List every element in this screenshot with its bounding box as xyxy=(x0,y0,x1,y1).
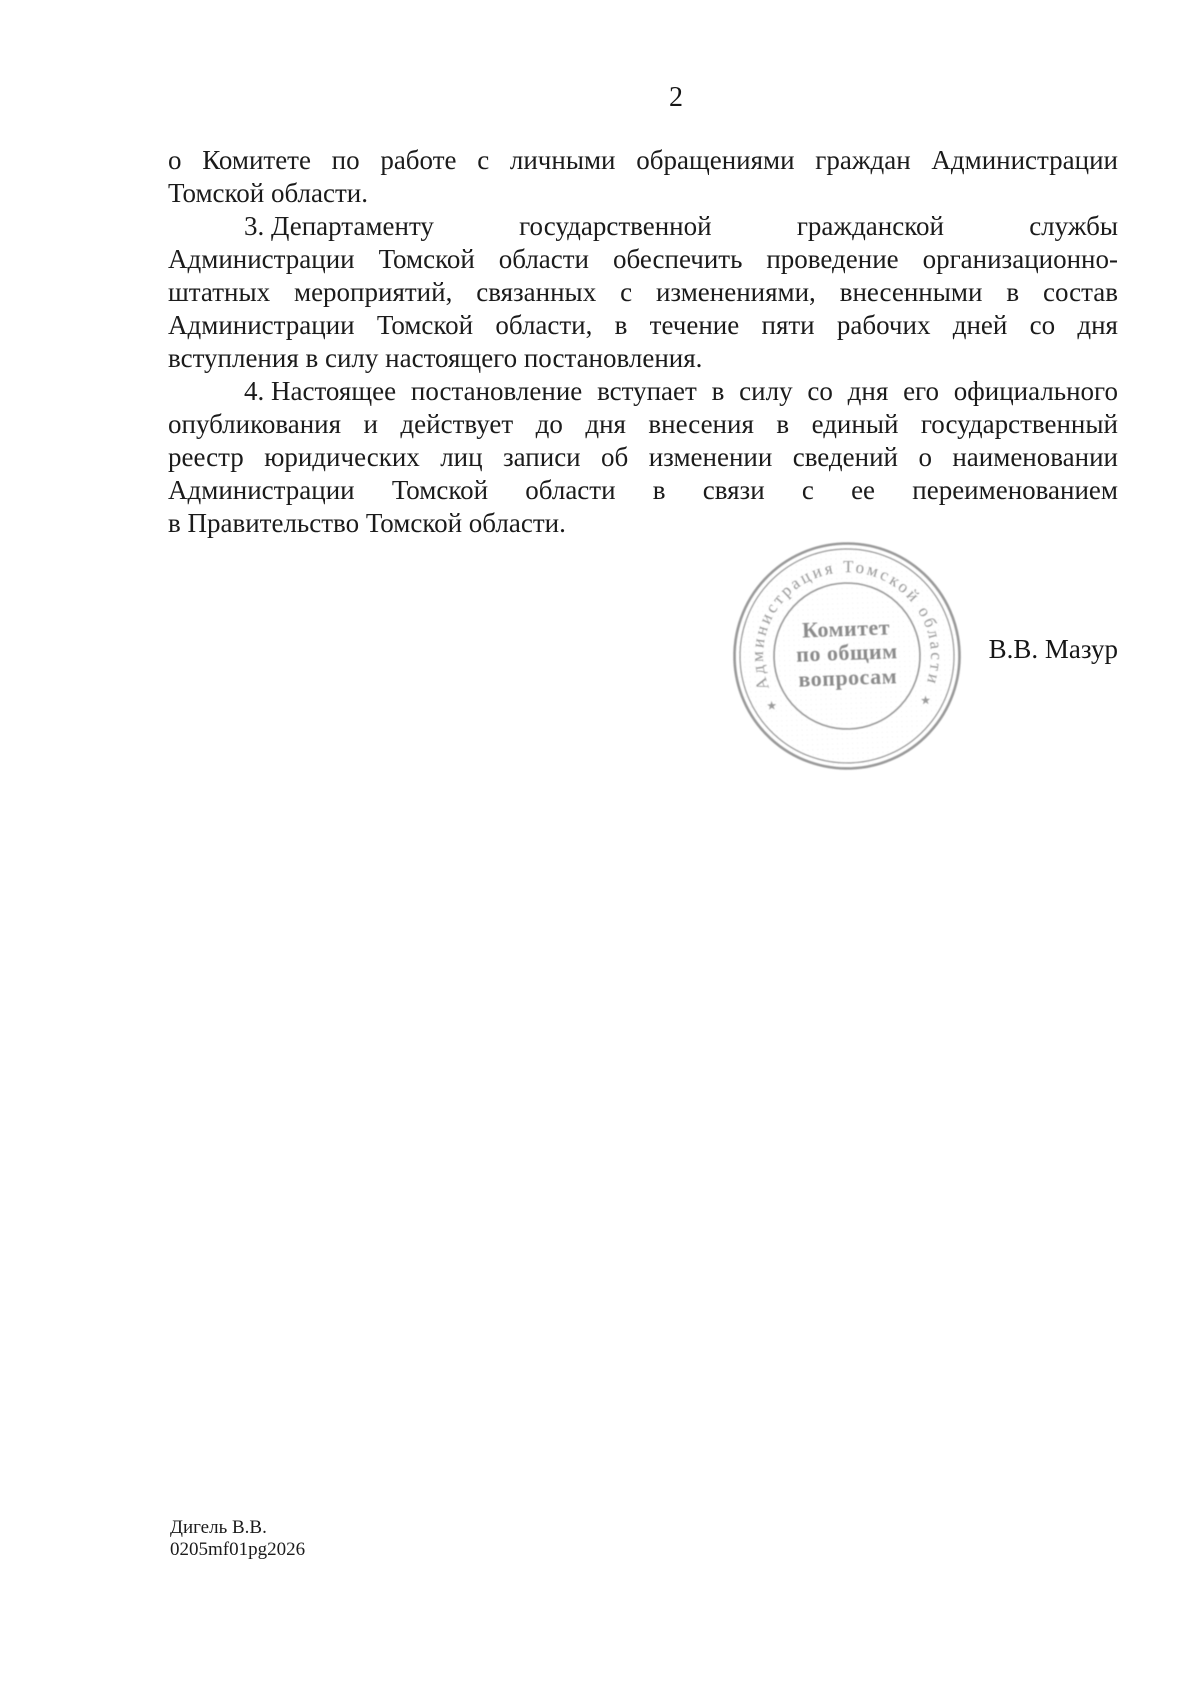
document-body xyxy=(168,144,1118,540)
text-line: реестр юридических лиц записи об изменении сведений о наименовании xyxy=(168,442,1118,472)
official-stamp xyxy=(727,536,967,776)
executor-name: Дигель В.В. xyxy=(170,1517,267,1538)
page-number: 2 xyxy=(669,82,683,113)
text-line: опубликования и действует до дня внесения в единый государственный xyxy=(168,409,1118,439)
stamp-ring-text: Администрация Томской области xyxy=(747,557,947,693)
text-line: 4. Настоящее постановление вступает в силу со дня его официального xyxy=(244,376,1118,406)
document-footer xyxy=(170,1517,305,1561)
text-line: Администрации Томской области в связи с ее переименованием xyxy=(168,475,1118,505)
text-line: вступления в силу настоящего постановления. xyxy=(168,343,703,373)
stamp-center-line: вопросам xyxy=(798,663,898,692)
star-icon: ★ xyxy=(919,693,932,708)
text-line: Администрации Томской области, в течение пяти рабочих дней со дня xyxy=(168,310,1118,340)
stamp-seal-icon xyxy=(727,536,967,776)
stamp-center-line: Комитет xyxy=(801,614,891,643)
document-code: 0205mf01pg2026 xyxy=(170,1539,306,1560)
stamp-center-line: по общим xyxy=(795,638,898,667)
text-line: штатных мероприятий, связанных с изменениями, внесенными в состав xyxy=(168,277,1118,307)
text-line: о Комитете по работе с личными обращениями граждан Администрации xyxy=(168,145,1118,175)
text-line: 3. Департаменту государственной гражданской службы xyxy=(244,211,1118,241)
signature-name: В.В. Мазур xyxy=(988,634,1118,664)
text-line: в Правительство Томской области. xyxy=(168,508,566,538)
text-line: Томской области. xyxy=(168,178,368,208)
star-icon: ★ xyxy=(766,698,778,713)
text-line: Администрации Томской области обеспечить проведение организационно- xyxy=(168,244,1118,274)
